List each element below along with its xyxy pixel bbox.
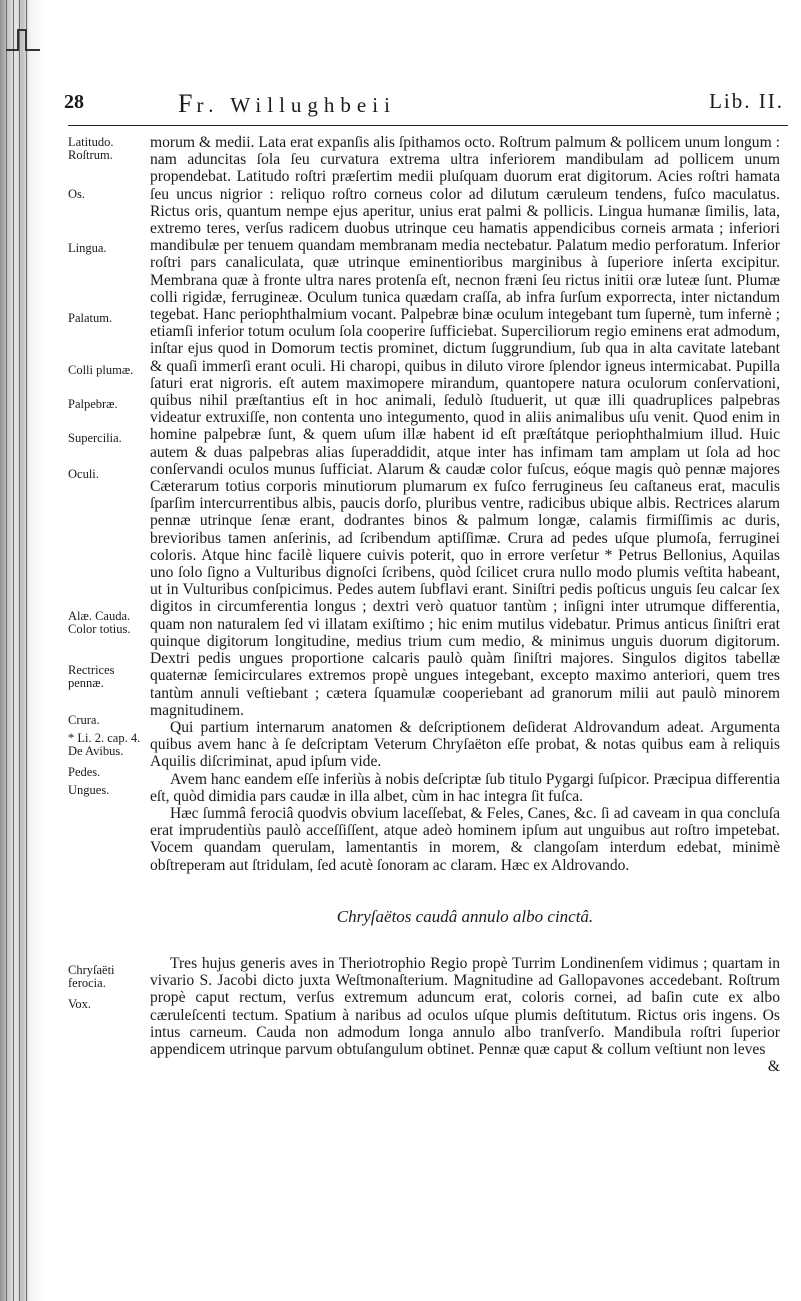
book-page <box>64 85 788 1076</box>
binding-stain-mark <box>4 20 44 72</box>
margin-note: Pedes. <box>68 765 101 779</box>
book-binding-edge <box>0 0 44 1301</box>
margin-note: Vox. <box>68 997 92 1011</box>
margin-note: Alæ. Cauda. Color totius. <box>68 609 131 636</box>
margin-note: Ungues. <box>68 783 110 797</box>
paragraph: Tres hujus generis aves in Theriotrophio Regio propè Turrim Londinenſem vidimus ; quartam in vivario S. Jacobi dicto juxta Weſtmonaſterium. Magnitudine ad Gallopavones accedebant. Roſtrum propè caput rectum, verſus extremum aduncum erat, coloris cornei, ad baſin cute ex albo cæruleſcenti tectum. Spatium à naribus ad oculos uſque plumis deſtitutum. Rictus oris ingens. Os intus carneum. Cauda non admodum longa annulo albo tranſverſo. Mandibula roſtri ſuperior appendicem utrinque parvum obtuſangulum obtinet. Pennæ quæ caput & collum veſtiunt non leves <box>150 954 780 1058</box>
paragraph: morum & medii. Lata erat expanſis alis ſpithamos octo. Roſtrum palmum & pollicem unum longum : nam aduncitas ſola ſeu curvatura extrema ultra inferiorem mandibulam ad pollicem unum propendebat. Latitudo roſtri præſertim medii pluſquam duorum erat digitorum. Acies roſtri hamata ſeu uncus nigrior : reliquo roſtro corneus color ad dilutum cæruleum tendens, fuſco maculatus. Rictus oris, quantum nempe ejus aperitur, unius erat palmi & pollicis. Lingua humanæ ſimilis, lata, extremo teres, verſus radicem duobus utrinque ceu hamatis appendicibus corneis armata ; inferiori mandibulæ per tenuem quandam membranam media nectebatur. Palatum medio perforatum. Inferior roſtri pars canaliculata, quæ utrinque eminentioribus marginibus à ſuperiore inſerta excipitur. Membrana quæ à fronte ultra nares protenſa eſt, necnon fræni ſeu rictus initii oræ luteæ ſunt. Plumæ colli rigidæ, ferrugineæ. Oculum tunica quædam craſſa, ab infra ſurſum exporrecta, inter nictandum tegebat. Hanc periophthalmium vocant. Palpebræ binæ oculum integebant tum ſupernè, tum infernè ; etiamſi inferior totum oculum ſola cooperire ſufficiebat. Superciliorum regio eminens erat admodum, inſtar ejus quod in Domorum tectis prominet, dictum ſuggrundium, ſub qua in alta cavitate latebant & quaſi immerſi erant oculi. Hi charopi, quibus in diluto virore ſplendor igneus intermicabat. Pupilla ſaturi erat nigroris. eſt autem maximopere mirandum, quantopere natura oculorum conſervationi, quibus nihil præſtantius eſt in hoc animali, ſedulò ſtuduerit, ut quæ illi quadruplices palpebras videatur extruxiſſe, non contenta uno integumento, quod in aliis animalibus uſu venit. Quod enim in homine palpebræ ſunt, & quem uſum illæ habent id eſt præſtátque periophthalmium illud. Huic autem & duas palpebras alias ſuperaddidit, atque inter has infimam tam amplam ut ſola ad hoc conſervandi oculos munus ſufficiat. Alarum & caudæ color fuſcus, eóque magis quò pennæ majores Cæterarum totius corporis minutiorum plumarum ex fuſco ferrugineus ſeu caſtaneus erat, maculis ſparſim intercurrentibus albis, paucis dorſo, pluribus ventre, radicibus ubique albis. Rectrices alarum pennæ utrinque ſenæ erant, dodrantes binos & palmum longæ, calamis firmiſſimis ac duris, brevioribus tamen anſerinis, ad ſcribendum aptiſſimæ. Crura ad pedes uſque plumoſa, ferruginei coloris. Atque hinc facilè liquere cuivis poterit, quo in errore verſetur * Petrus Bellonius, Aquilas uno ſolo ſigno a Vulturibus dignoſci ſcribens, quòd ſcilicet crura nullo modo plumis veſtita habeant, ut in Vulturibus conſpicimus. Pedes autem ſubflavi erant. Siniſtri pedis poſticus unguis ſeu calcar ſex digitos in circumferentia longus ; dextri verò quatuor tantùm ; inſigni inter utrumque differentia, quam non naturalem ſed vi illatam exiſtimo ; hic enim mutilus videbatur. Primus anticus ſiniſtri erat quinque digitorum longitudine, medius trium cum medio, & minimus unguis duorum digitorum. Dextri pedis ungues proportione calcaris paulò quàm ſiniſtri majores. Singulos digitos tabellæ quaternæ ſemicirculares extremos propè ungues integebant, excepto maximo anteriori, quem tres tantùm annuli veſtiebant ; cætera ſquamulæ cooperiebant ad granorum milii aut paulò minorem magnitudinem. <box>150 134 780 719</box>
paragraph: Hæc ſummâ ferociâ quodvis obvium laceſſebat, & Feles, Canes, &c. ſi ad caveam in qua concluſa erat imprudentiùs paulò acceſſiſſent, atque adeò hominem ipſum aut unguibus aut roſtro impetebat. Vocem quandam querulam, lamentantis in morem, & clangoſam interdum edebat, minimè obſtreperam aut ſtridulam, ſed acutè ſonoram ac claram. Hæc ex Aldrovando. <box>150 804 780 874</box>
margin-note: Oculi. <box>68 467 99 481</box>
margin-note: Colli plumæ. <box>68 363 134 377</box>
margin-note: Crura. <box>68 713 100 727</box>
catchword: & <box>767 1058 780 1076</box>
margin-note: * Li. 2. cap. 4. De Avibus. <box>68 731 141 758</box>
margin-note: Os. <box>68 187 86 201</box>
margin-note: Lingua. <box>68 241 107 255</box>
body-text <box>68 134 780 1076</box>
running-head: Fr. Willughbeii <box>178 89 396 118</box>
margin-note: Rectrices pennæ. <box>68 663 115 690</box>
margin-note: Chryſaëti ferocia. <box>68 963 115 990</box>
margin-note: Palatum. <box>68 311 113 325</box>
section-heading: Chryſaëtos caudâ annulo albo cinctâ. <box>336 906 594 926</box>
margin-note: Palpebræ. <box>68 397 118 411</box>
paragraph: Qui partium internarum anatomen & deſcriptionem deſiderat Aldrovandum adeat. Argumenta quibus avem hanc à ſe deſcriptam Veterum Chryſaëton eſſe probat, & notas quibus eam à reliquis Aquilis diſcriminat, apud ipſum vide. <box>150 718 780 771</box>
paragraph: Avem hanc eandem eſſe inferiùs à nobis deſcriptæ ſub titulo Pygargi ſuſpicor. Præcipua differentia eſt, quòd dimidia pars caudæ in illa albet, cùm in hac integra ſit fuſca. <box>150 770 780 805</box>
page-number: 28 <box>64 91 84 113</box>
book-label: Lib. II. <box>709 89 784 113</box>
margin-note: Supercilia. <box>68 431 122 445</box>
page-header <box>64 85 788 126</box>
margin-note: Latitudo. Roſtrum. <box>68 135 114 162</box>
